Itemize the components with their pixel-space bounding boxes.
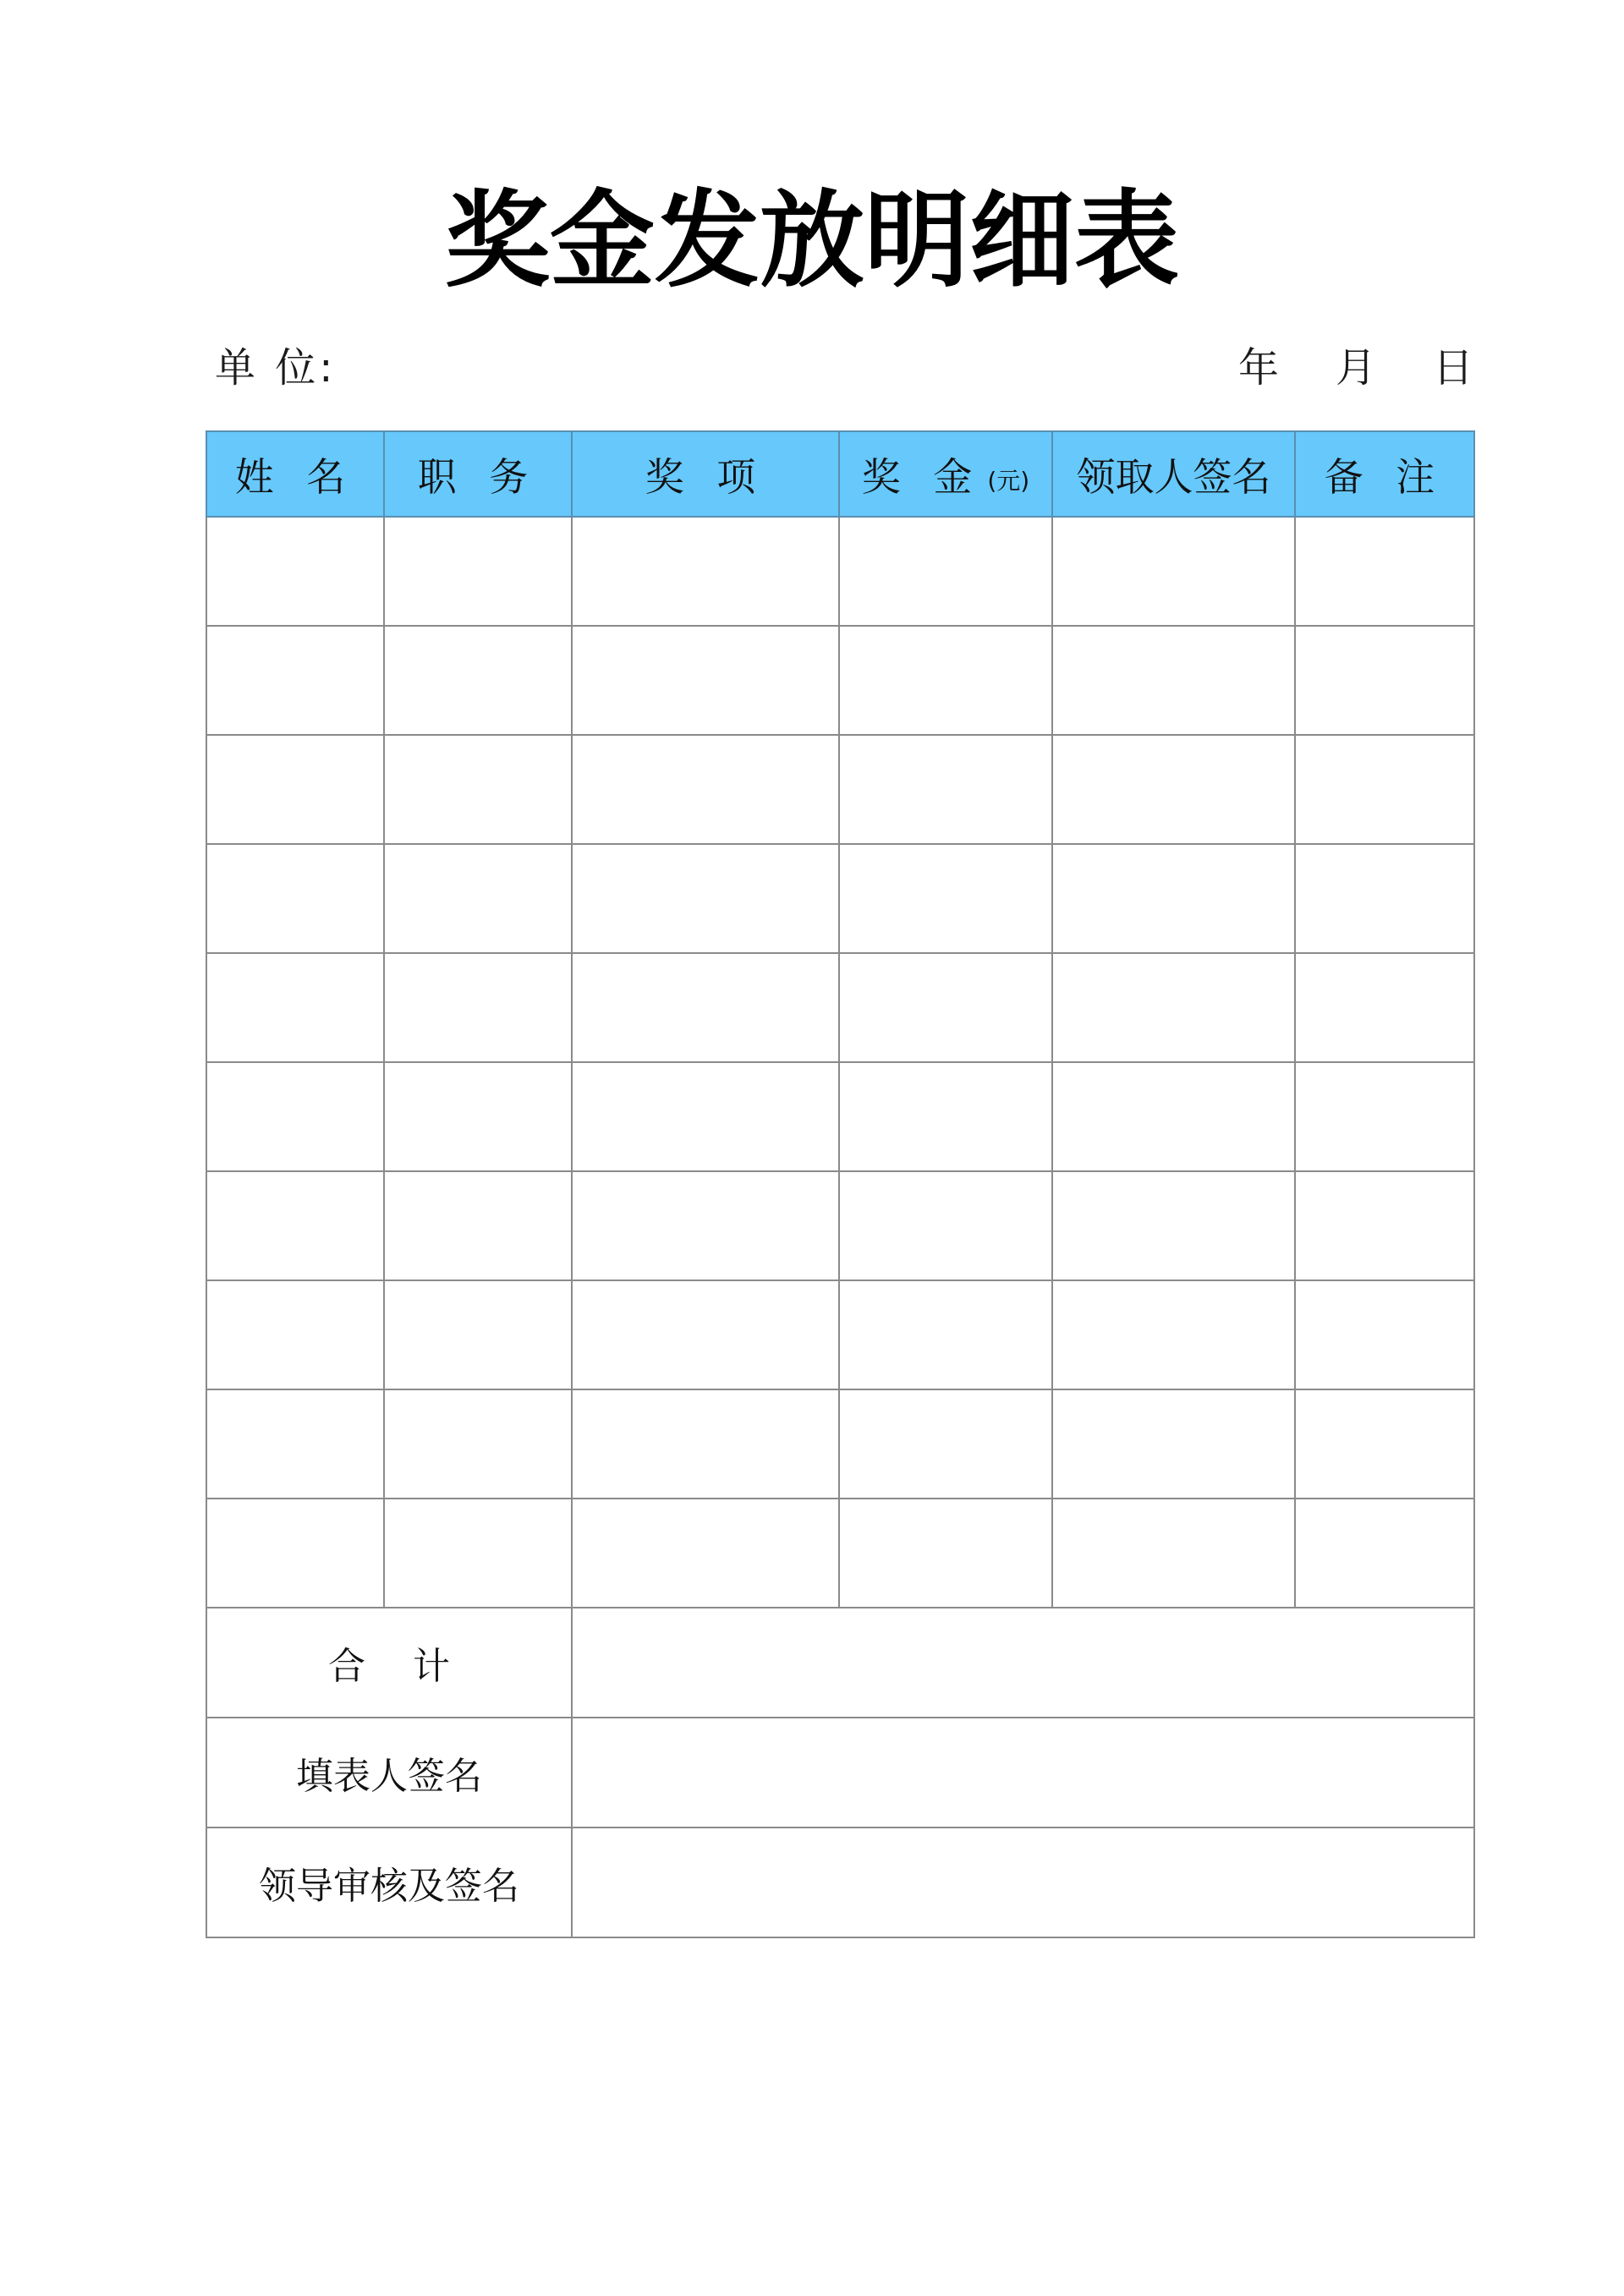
cell-recipient-signature[interactable] bbox=[1052, 1280, 1295, 1389]
cell-recipient-signature[interactable] bbox=[1052, 1499, 1295, 1608]
cell-name[interactable] bbox=[206, 1499, 384, 1608]
cell-bonus[interactable] bbox=[839, 626, 1052, 735]
cell-name[interactable] bbox=[206, 1389, 384, 1499]
cell-award[interactable] bbox=[572, 1171, 839, 1280]
total-label bbox=[206, 1608, 572, 1718]
cell-position[interactable] bbox=[384, 1499, 572, 1608]
cell-recipient-signature[interactable] bbox=[1052, 1171, 1295, 1280]
cell-award[interactable] bbox=[572, 626, 839, 735]
table-row bbox=[206, 626, 1474, 735]
cell-name[interactable] bbox=[206, 1280, 384, 1389]
cell-position[interactable] bbox=[384, 735, 572, 844]
table-row bbox=[206, 844, 1474, 953]
date-day-label: 日 bbox=[1432, 344, 1473, 392]
cell-award[interactable] bbox=[572, 735, 839, 844]
cell-bonus[interactable] bbox=[839, 1389, 1052, 1499]
cell-bonus[interactable] bbox=[839, 1280, 1052, 1389]
cell-position[interactable] bbox=[384, 953, 572, 1062]
cell-position[interactable] bbox=[384, 1062, 572, 1171]
header-remarks: 备 注 bbox=[1295, 431, 1474, 517]
header-position: 职 务 bbox=[384, 431, 572, 517]
cell-recipient-signature[interactable] bbox=[1052, 953, 1295, 1062]
header-award: 奖 项 bbox=[572, 431, 839, 517]
header-bonus bbox=[839, 431, 1052, 517]
preparer-signature-cell[interactable] bbox=[572, 1718, 1474, 1827]
total-row bbox=[206, 1608, 1474, 1718]
cell-remarks[interactable] bbox=[1295, 1171, 1474, 1280]
table-row bbox=[206, 517, 1474, 626]
cell-position[interactable] bbox=[384, 1389, 572, 1499]
cell-bonus[interactable] bbox=[839, 844, 1052, 953]
cell-award[interactable] bbox=[572, 517, 839, 626]
cell-name[interactable] bbox=[206, 1171, 384, 1280]
table-body bbox=[206, 517, 1474, 1937]
cell-bonus[interactable] bbox=[839, 1499, 1052, 1608]
cell-bonus[interactable] bbox=[839, 953, 1052, 1062]
date-year-label: 年 bbox=[1237, 344, 1279, 392]
cell-position[interactable] bbox=[384, 1280, 572, 1389]
bonus-table bbox=[206, 430, 1475, 1938]
cell-bonus[interactable] bbox=[839, 1062, 1052, 1171]
cell-name[interactable] bbox=[206, 953, 384, 1062]
table-row bbox=[206, 735, 1474, 844]
cell-remarks[interactable] bbox=[1295, 844, 1474, 953]
table-row bbox=[206, 1499, 1474, 1608]
document-title: 奖金发放明细表 bbox=[444, 180, 1179, 302]
table-row bbox=[206, 1280, 1474, 1389]
leader-row bbox=[206, 1827, 1474, 1937]
leader-signature-cell[interactable] bbox=[572, 1827, 1474, 1937]
cell-remarks[interactable] bbox=[1295, 1280, 1474, 1389]
total-value-cell[interactable] bbox=[572, 1608, 1474, 1718]
cell-bonus[interactable] bbox=[839, 517, 1052, 626]
cell-award[interactable] bbox=[572, 1499, 839, 1608]
unit-label: 单 位: bbox=[215, 344, 337, 392]
header-name: 姓 名 bbox=[206, 431, 384, 517]
cell-remarks[interactable] bbox=[1295, 1499, 1474, 1608]
cell-name[interactable] bbox=[206, 626, 384, 735]
table-row bbox=[206, 1062, 1474, 1171]
date-line bbox=[1228, 338, 1473, 397]
cell-remarks[interactable] bbox=[1295, 626, 1474, 735]
cell-name[interactable] bbox=[206, 517, 384, 626]
cell-bonus[interactable] bbox=[839, 735, 1052, 844]
table-header-row bbox=[206, 431, 1474, 517]
table-row bbox=[206, 1389, 1474, 1499]
preparer-row bbox=[206, 1718, 1474, 1827]
cell-award[interactable] bbox=[572, 953, 839, 1062]
cell-position[interactable] bbox=[384, 517, 572, 626]
header-bonus-unit: (元) bbox=[987, 467, 1030, 495]
cell-name[interactable] bbox=[206, 1062, 384, 1171]
cell-remarks[interactable] bbox=[1295, 1389, 1474, 1499]
cell-name[interactable] bbox=[206, 844, 384, 953]
cell-position[interactable] bbox=[384, 626, 572, 735]
cell-name[interactable] bbox=[206, 735, 384, 844]
cell-recipient-signature[interactable] bbox=[1052, 735, 1295, 844]
cell-remarks[interactable] bbox=[1295, 517, 1474, 626]
cell-remarks[interactable] bbox=[1295, 953, 1474, 1062]
cell-recipient-signature[interactable] bbox=[1052, 626, 1295, 735]
cell-recipient-signature[interactable] bbox=[1052, 844, 1295, 953]
cell-award[interactable] bbox=[572, 1389, 839, 1499]
leader-label: 领导审核及签名 bbox=[206, 1827, 572, 1937]
cell-award[interactable] bbox=[572, 1280, 839, 1389]
cell-position[interactable] bbox=[384, 844, 572, 953]
table-row bbox=[206, 1171, 1474, 1280]
header-bonus-label: 奖 金 bbox=[861, 453, 983, 500]
cell-recipient-signature[interactable] bbox=[1052, 517, 1295, 626]
preparer-label: 填表人签名 bbox=[206, 1718, 572, 1827]
cell-award[interactable] bbox=[572, 1062, 839, 1171]
cell-remarks[interactable] bbox=[1295, 1062, 1474, 1171]
date-month-label: 月 bbox=[1335, 344, 1376, 392]
cell-remarks[interactable] bbox=[1295, 735, 1474, 844]
cell-position[interactable] bbox=[384, 1171, 572, 1280]
cell-bonus[interactable] bbox=[839, 1171, 1052, 1280]
cell-award[interactable] bbox=[572, 844, 839, 953]
header-recipient-signature: 领取人签名 bbox=[1052, 431, 1295, 517]
total-label-text: 合 计 bbox=[328, 1645, 450, 1688]
table-row bbox=[206, 953, 1474, 1062]
cell-recipient-signature[interactable] bbox=[1052, 1062, 1295, 1171]
cell-recipient-signature[interactable] bbox=[1052, 1389, 1295, 1499]
